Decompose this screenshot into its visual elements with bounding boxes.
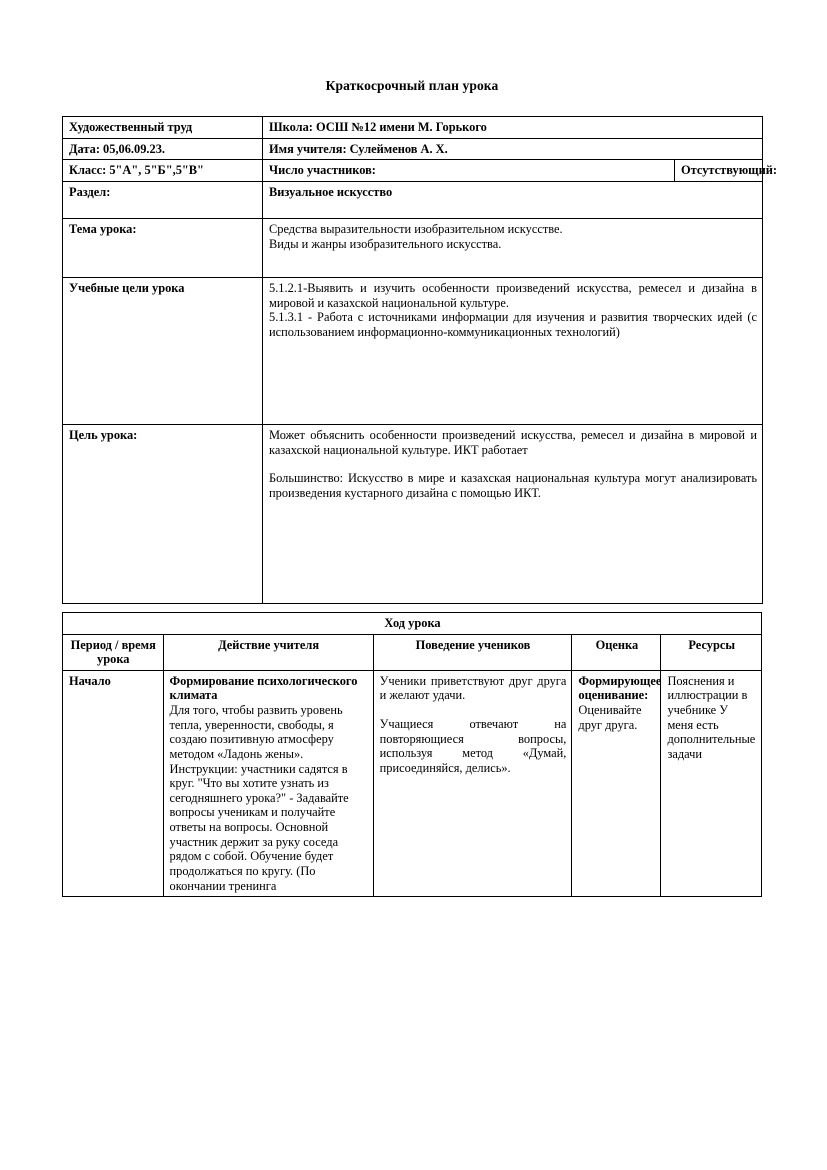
- header-table: [62, 116, 778, 604]
- teacher-action-heading: Формирование психологического климата: [169, 673, 358, 703]
- teacher-action-text: Для тогo, чтобы развить уровень тепла, уверенности, свободы, я создаю позитивную атмосферу методом «Ладонь жены». Инструкции: участники садятся в круг. "Что вы хотите узнать из сегодняшнего урока?" - Задавайте вопросы ученикам и получайте ответы на вопросы. Основной участник держит за руку соседа рядом с собой. Обучение будет продолжаться по кругу. (По окончании тренинга: [169, 703, 349, 893]
- row-assessment: [572, 670, 661, 896]
- date-label: Дата: 05,06.09.23.: [63, 138, 263, 160]
- subject-label: Художественный труд: [63, 117, 263, 139]
- topic-label: Тема урока:: [63, 218, 263, 277]
- section-value: Визуальное искусство: [263, 181, 763, 218]
- assessment-text: Оценивайте друг друга.: [578, 703, 642, 732]
- teacher-name-value: Имя учителя: Сулейменов А. Х.: [263, 138, 763, 160]
- table-row: [63, 277, 763, 424]
- column-header-period: Период / время урока: [63, 634, 164, 670]
- student-behaviour-text-1: Ученики приветствуют друг друга и желают удачи.: [379, 673, 567, 703]
- table-row: [63, 160, 763, 182]
- goal-paragraph-1: Может объяснить особенности произведений искусства, ремесел и дизайна в мировой и казахской национальной культуре. ИКТ работает: [269, 427, 757, 457]
- absent-label: Отсутствующий:: [675, 160, 763, 182]
- student-behaviour-text-2: Учащиеся отвечают на повторяющиеся вопросы, используя метод «Думай, присоединяйся, делись».: [379, 717, 567, 775]
- goal-paragraph-2: Большинство: Искусство в мире и казахская национальная культура могут анализировать произведения кустарного дизайна с помощью ИКТ.: [269, 471, 757, 500]
- row-student-behaviour: [373, 670, 572, 896]
- table-header-row: [63, 634, 762, 670]
- column-header-resources: Ресурсы: [661, 634, 762, 670]
- table-row: [63, 612, 762, 634]
- row-teacher-action: [163, 670, 373, 896]
- column-header-teacher-action: Действие учителя: [163, 634, 373, 670]
- topic-value: [263, 218, 763, 277]
- table-row: [63, 218, 763, 277]
- participants-count-label: Число участников:: [263, 160, 675, 182]
- assessment-heading: Формирующее оценивание:: [578, 673, 662, 703]
- class-label: Класс: 5"А", 5"Б",5"В": [63, 160, 263, 182]
- page-title: Краткосрочный план урока: [325, 78, 499, 93]
- topic-line-2: Виды и жанры изобразительного искусства.: [269, 236, 502, 251]
- lesson-flow-table: [62, 612, 762, 897]
- school-value: Школа: ОСШ №12 имени М. Горького: [263, 117, 763, 139]
- table-row: [63, 670, 762, 896]
- column-header-student-behaviour: Поведение учеников: [373, 634, 572, 670]
- lesson-goal-label: Цель урока:: [63, 424, 263, 603]
- learning-objectives-value: [263, 277, 763, 424]
- topic-line-1: Средства выразительности изобразительном искусстве.: [269, 221, 563, 236]
- table-row: [63, 138, 763, 160]
- table-row: [63, 117, 763, 139]
- learning-objectives-label: Учебные цели урока: [63, 277, 263, 424]
- row-period-value: Начало: [63, 670, 164, 896]
- lesson-goal-value: [263, 424, 763, 603]
- objective-1: 5.1.2.1-Выявить и изучить особенности произведений искусства, ремесел и дизайна в мировой и казахской национальной культуре.: [269, 280, 757, 310]
- lesson-flow-title: Ход урока: [63, 612, 762, 634]
- column-header-assessment: Оценка: [572, 634, 661, 670]
- objective-2: 5.1.3.1 - Работа с источниками информации для изучения и развития творческих идей (с использованием информационно-коммуникационных технологий): [269, 310, 757, 339]
- section-label: Раздел:: [63, 181, 263, 218]
- table-row: [63, 424, 763, 603]
- row-resources: Пояснения и иллюстрации в учебнике У меня есть дополнительные задачи: [661, 670, 762, 896]
- table-row: [63, 181, 763, 218]
- table-spacer: [62, 604, 762, 612]
